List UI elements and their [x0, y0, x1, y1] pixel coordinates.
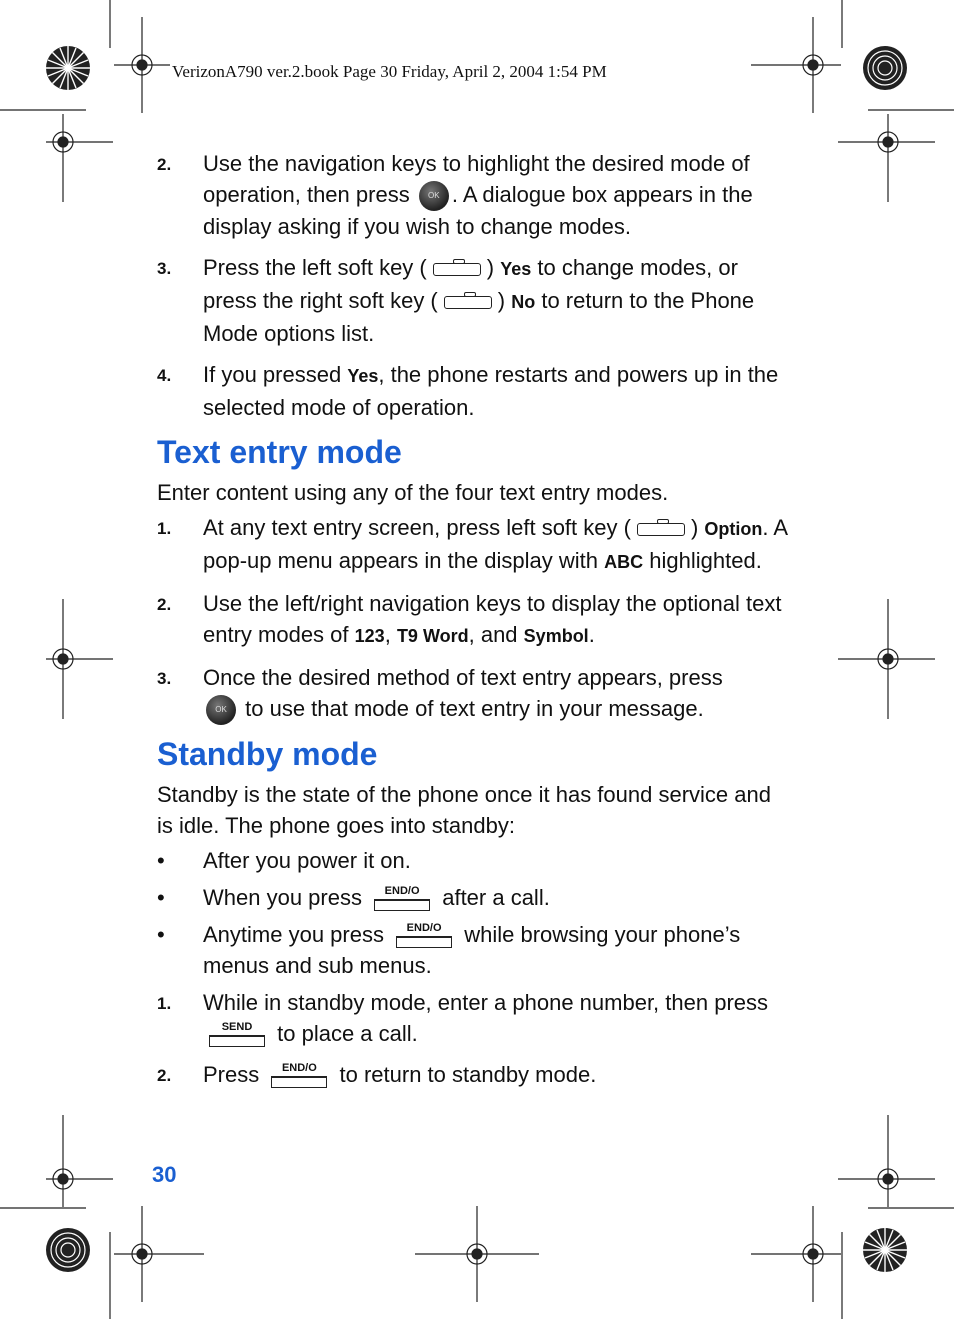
send-key-icon: SEND: [209, 1021, 265, 1047]
step-text: , the phone restarts and powers up in the selected mode of operation.: [203, 362, 779, 421]
step-text: . A dialogue box appears in the display asking if you wish to change modes.: [203, 182, 753, 240]
step-number: 3.: [157, 669, 172, 689]
standby-bullet-after-call: [157, 882, 787, 913]
bullet-text: Anytime you press: [203, 922, 384, 948]
step-3-soft-keys: 3. Press the left soft key ( ) Yes to change modes, or press the right soft key ( ) No to return to the Phone Mode options list.: [157, 255, 755, 347]
step-text: to return to standby mode.: [339, 1062, 597, 1088]
standby-step-2: [157, 1059, 787, 1090]
step-text: While in standby mode, enter a phone number, then press: [203, 990, 769, 1016]
step-text: to change modes, or press the right soft key (: [203, 255, 738, 314]
step-number: 1.: [157, 994, 172, 1014]
step-2-select-mode: [157, 148, 787, 242]
key-label-option: Option: [704, 519, 763, 540]
bullet-glyph: •: [157, 885, 165, 911]
end-key-icon: END/O: [374, 885, 430, 911]
mode-label-t9-word: T9 Word: [396, 626, 469, 647]
key-label-yes: Yes: [500, 259, 532, 280]
step-4-restart: [157, 359, 787, 423]
standby-bullet-power-on: [157, 845, 787, 876]
key-label-no: No: [511, 292, 536, 313]
bullet-text: After you power it on.: [203, 848, 411, 874]
step-number: 4.: [157, 366, 172, 386]
step-text: Use the navigation keys to highlight the desired mode of operation, then press: [203, 151, 750, 207]
ok-key-icon: OK: [206, 695, 236, 725]
bullet-text: When you press: [203, 885, 362, 911]
step-number: 3.: [157, 259, 172, 279]
left-soft-key-icon: [429, 259, 485, 277]
step-text: to return to the Phone Mode options list.: [203, 288, 755, 347]
standby-bullet-browsing: [157, 919, 787, 981]
standby-step-1: [157, 987, 787, 1049]
right-soft-key-icon: [440, 292, 496, 310]
page-number: 30: [152, 1162, 177, 1187]
page-content: [157, 148, 787, 1100]
step-text: to place a call.: [277, 1021, 418, 1047]
step-text: Use the left/right navigation keys to display the optional text entry modes of: [203, 591, 782, 648]
text-entry-intro: Enter content using any of the four text entry modes.: [157, 480, 669, 506]
step-number: 1.: [157, 519, 172, 539]
step-text: Press the left soft key (: [203, 255, 427, 281]
step-text: Once the desired method of text entry appears, press: [203, 665, 723, 691]
text-entry-step-3: [157, 662, 787, 725]
step-text: highlighted.: [649, 548, 762, 574]
bullet-text: while browsing your phone’s menus and sub menus.: [203, 922, 741, 979]
step-number: 2.: [157, 1066, 172, 1086]
step-number: 2.: [157, 155, 172, 174]
step-number: 2.: [157, 595, 172, 615]
step-text: . A pop-up menu appears in the display with: [203, 515, 787, 574]
key-label-yes: Yes: [347, 366, 379, 387]
mode-label-symbol: Symbol: [523, 626, 589, 647]
ok-key-icon: OK: [419, 181, 449, 211]
section-heading-standby: Standby mode: [157, 736, 378, 773]
step-text: Press: [203, 1062, 260, 1088]
print-slug: VerizonA790 ver.2.book Page 30 Friday, April 2, 2004 1:54 PM: [172, 62, 607, 81]
standby-intro: Standby is the state of the phone once it has found service and is idle. The phone goes into standby:: [157, 782, 771, 839]
section-heading-text-entry: Text entry mode: [157, 434, 402, 471]
key-label-abc: ABC: [604, 552, 644, 573]
step-text: to use that mode of text entry in your message.: [245, 696, 704, 722]
bullet-glyph: •: [157, 848, 165, 874]
text-entry-step-1: 1. At any text entry screen, press left soft key ( ) Option. A pop-up menu appears in the display with ABC highlighted.: [157, 515, 787, 574]
end-key-icon: END/O: [396, 922, 452, 948]
step-text: At any text entry screen, press left soft key (: [203, 515, 631, 541]
mode-label-123: 123: [354, 626, 385, 647]
step-text: If you pressed: [203, 362, 342, 388]
text-entry-step-2: 2. Use the left/right navigation keys to display the optional text entry modes of 123, T9 Word, and Symbol.: [157, 591, 782, 648]
left-soft-key-icon: [633, 519, 689, 537]
bullet-glyph: •: [157, 922, 165, 948]
bullet-text: after a call.: [442, 885, 550, 911]
end-key-icon: END/O: [271, 1062, 327, 1088]
